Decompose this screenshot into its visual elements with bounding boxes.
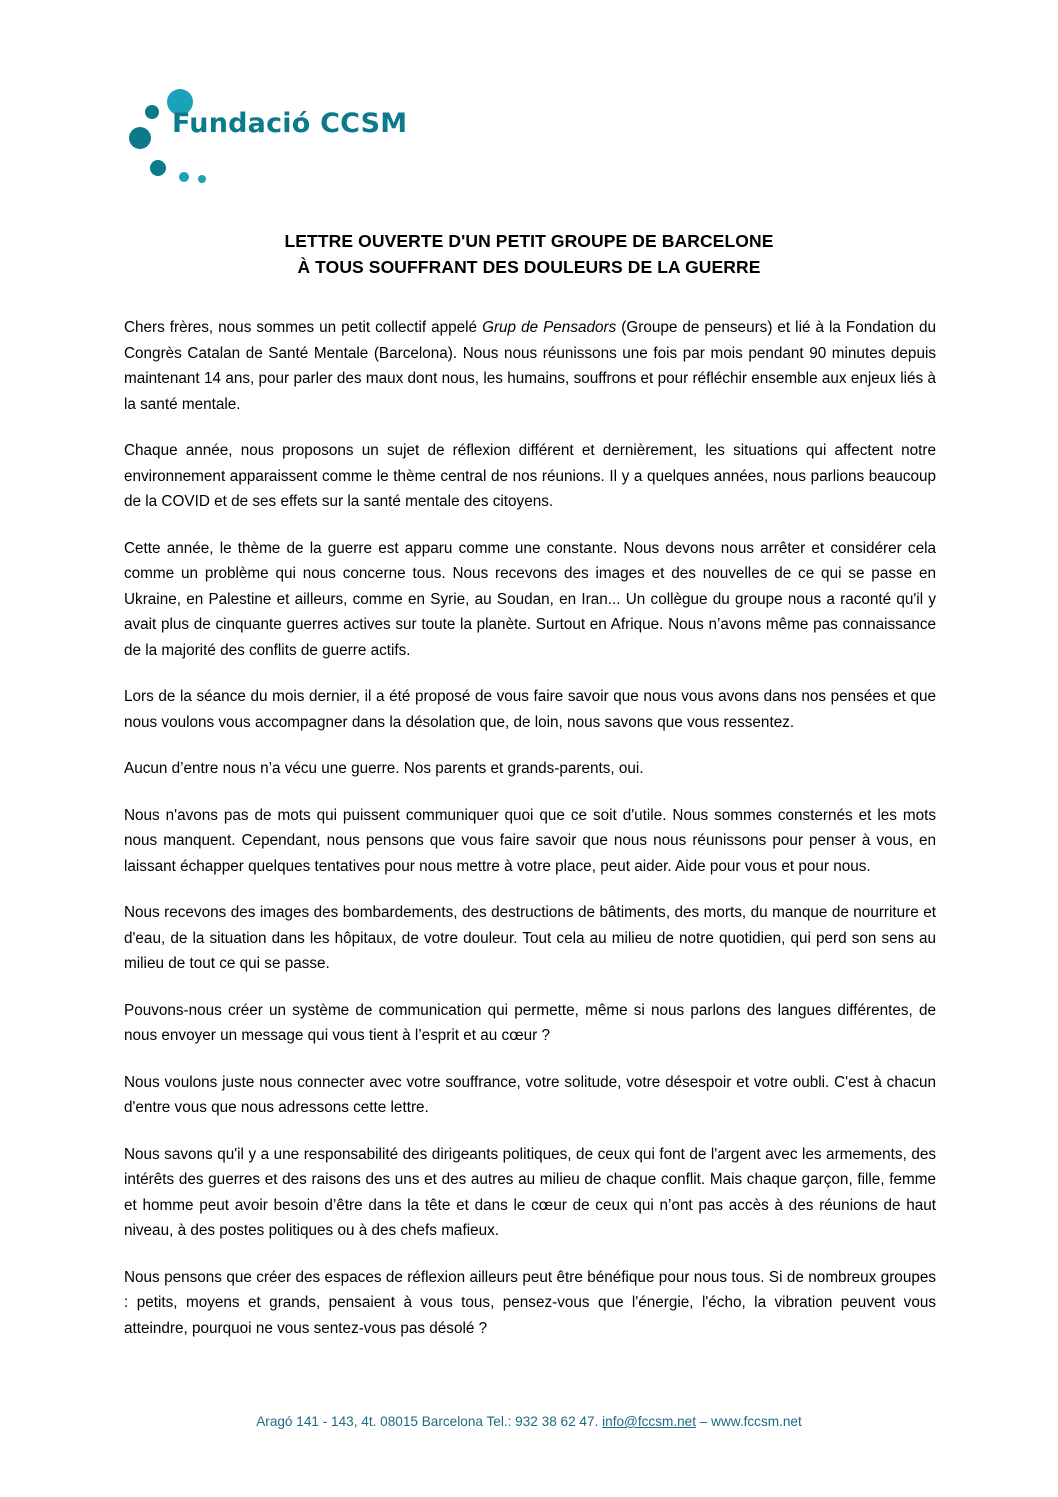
paragraph-7: Nous recevons des images des bombardements, des destructions de bâtiments, des morts, du manque de nourriture et d'eau, de la situation dans les hôpitaux, de votre douleur. Tout cela au milieu de notre quotidien, qui perd son sens au milieu de tout ce qui se passe. [124, 904, 936, 972]
logo-dots-icon [128, 80, 458, 200]
paragraph-1-after: (Groupe de penseurs) et lié à la Fondation du Congrès Catalan de Santé Mentale (Barcelona). Nous nous réunissons une fois par mois pendant 90 minutes depuis maintenant 14 ans, pour parler des maux dont nous, les humains, souffrons et pour réfléchir ensemble aux enjeux liés à la santé mentale. [124, 319, 936, 413]
title-line-1: LETTRE OUVERTE D'UN PETIT GROUPE DE BARCELONE [284, 231, 774, 251]
letter-body [124, 315, 936, 1341]
paragraph-11: Nous pensons que créer des espaces de réflexion ailleurs peut être bénéfique pour nous tous. Si de nombreux groupes : petits, moyens et grands, pensaient à vous tous, pensez-vous que l'énergie, l'écho, la vibration peuvent vous atteindre, pourquoi ne vous sentez-vous pas désolé ? [124, 1268, 936, 1337]
organization-logo [128, 80, 458, 200]
paragraph-10: Nous savons qu'il y a une responsabilité des dirigeants politiques, de ceux qui font de l'argent avec les armements, des intérêts des guerres et des raisons des uns et des autres au milieu de chaque conflit. Mais chaque garçon, fille, femme et homme peut avoir besoin d’être dans la tête et dans le cœur de ceux qui n’ont pas accès à des réunions de haut niveau, à des postes politiques ou à des chefs mafieux. [124, 1145, 936, 1239]
title-line-2: À TOUS SOUFFRANT DES DOULEURS DE LA GUERRE [297, 257, 761, 277]
collective-name: Grup de Pensadors [482, 319, 617, 336]
paragraph-8: Pouvons-nous créer un système de communication qui permette, même si nous parlons des langues différentes, de nous envoyer un message qui vous tient à l’esprit et au cœur ? [124, 1001, 936, 1044]
footer-separator: – [696, 1414, 712, 1429]
footer-address: Aragó 141 - 143, 4t. 08015 Barcelona Tel.: 932 38 62 47. [256, 1414, 603, 1429]
paragraph-5: Aucun d’entre nous n’a vécu une guerre. Nos parents et grands-parents, oui. [124, 760, 644, 777]
paragraph-1-before: Chers frères, nous sommes un petit collectif appelé [124, 319, 483, 336]
paragraph-2: Chaque année, nous proposons un sujet de réflexion différent et dernièrement, les situations qui affectent notre environnement apparaissent comme le thème central de nos réunions. Il y a quelques années, nous parlions beaucoup de la COVID et de ses effets sur la santé mentale des citoyens. [124, 442, 936, 510]
logo-wordmark: Fundació CCSM [172, 108, 408, 139]
paragraph-9: Nous voulons juste nous connecter avec votre souffrance, votre solitude, votre désespoir et votre oubli. C'est à chacun d'entre vous que nous adressons cette lettre. [124, 1073, 936, 1116]
footer-email-link[interactable]: info@fccsm.net [602, 1414, 696, 1429]
footer-website: www.fccsm.net [711, 1414, 802, 1429]
page-title [0, 228, 1058, 280]
page-footer [0, 1412, 1058, 1432]
paragraph-6: Nous n'avons pas de mots qui puissent communiquer quoi que ce soit d'utile. Nous sommes consternés et les mots nous manquent. Cependant, nous pensons que vous faire savoir que nous nous réunissons pour penser à vous, en laissant échapper quelques tentatives pour nous mettre à votre place, peut aider. Aide pour vous et pour nous. [124, 806, 936, 875]
paragraph-4: Lors de la séance du mois dernier, il a été proposé de vous faire savoir que nous vous avons dans nos pensées et que nous voulons vous accompagner dans la désolation que, de loin, nous savons que vous ressentez. [124, 688, 936, 731]
paragraph-1 [124, 315, 936, 417]
paragraph-3: Cette année, le thème de la guerre est apparu comme une constante. Nous devons nous arrêter et considérer cela comme un problème qui nous concerne tous. Nous recevons des images et des nouvelles de ce qui se passe en Ukraine, en Palestine et ailleurs, comme en Syrie, au Soudan, en Iran... Un collègue du groupe nous a raconté qu'il y avait plus de cinquante guerres actives sur toute la planète. Surtout en Afrique. Nous n’avons même pas connaissance de la majorité des conflits de guerre actifs. [124, 539, 936, 659]
